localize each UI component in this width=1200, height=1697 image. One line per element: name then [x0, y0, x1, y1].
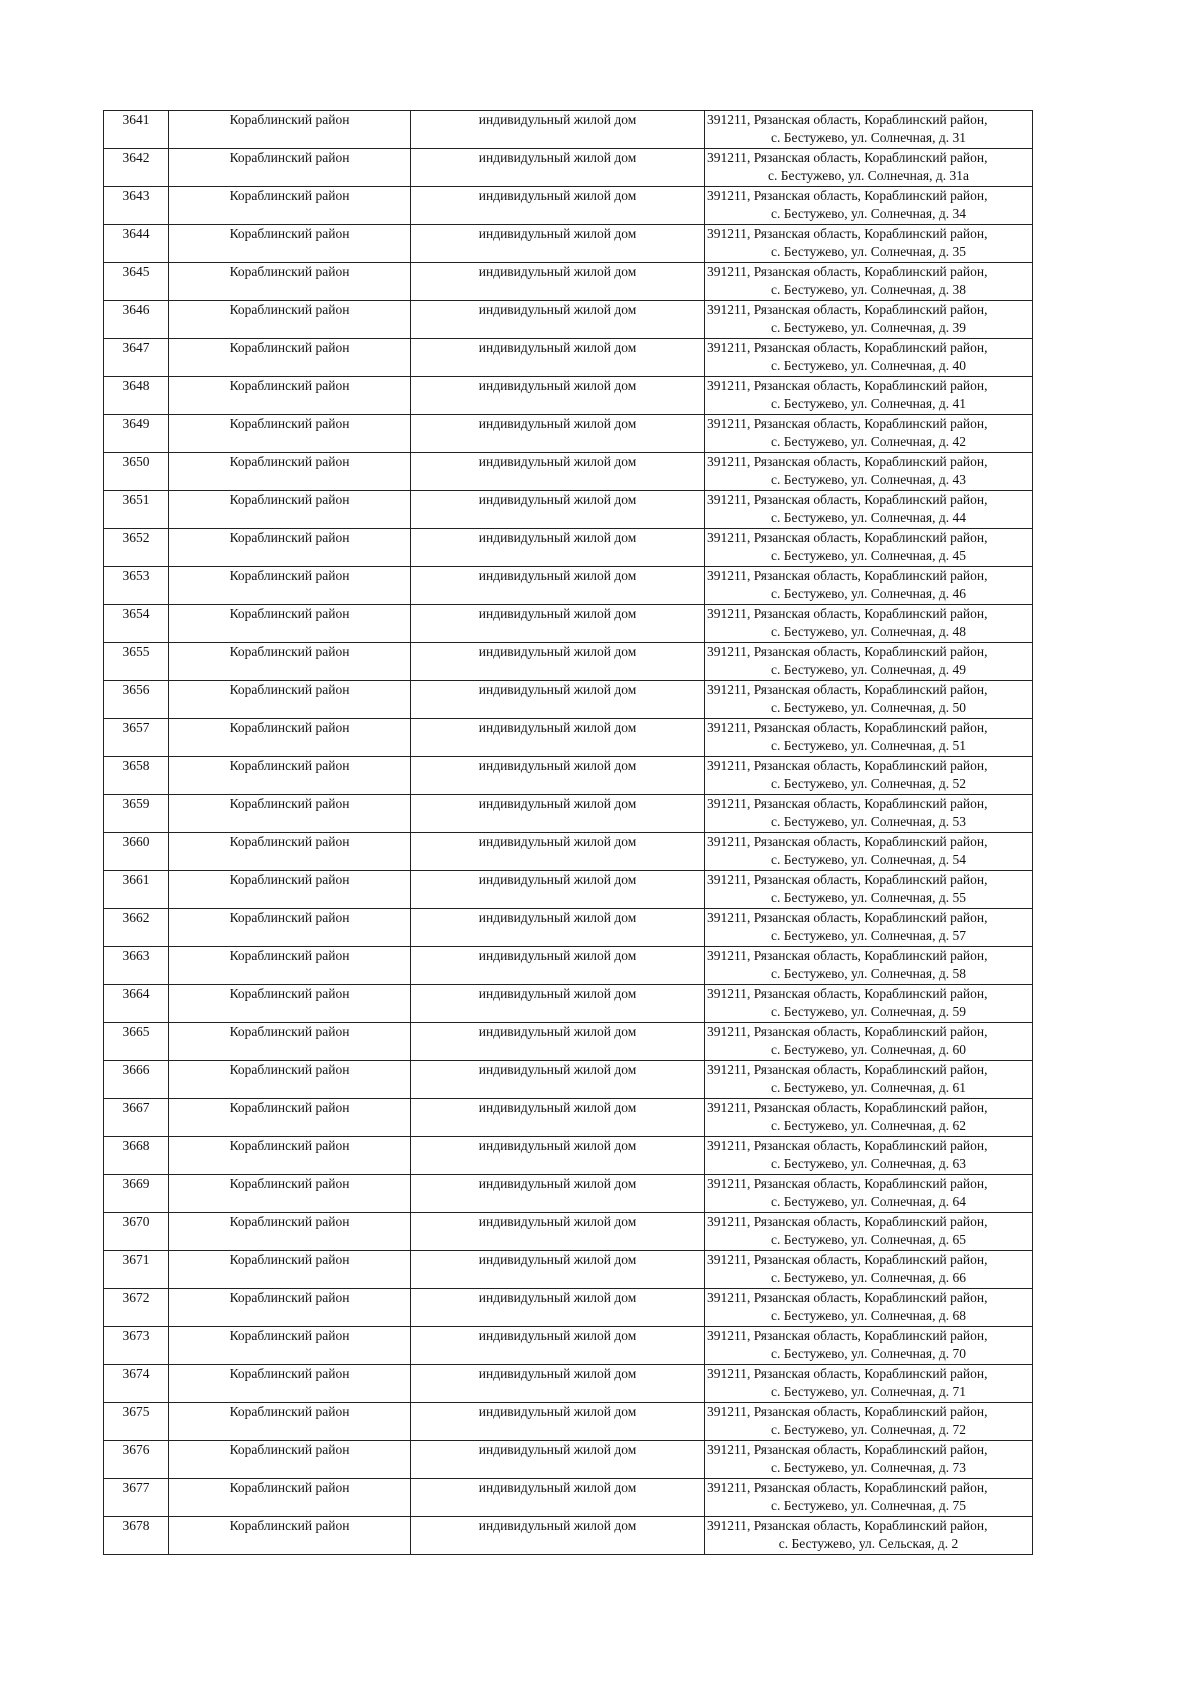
- row-number-cell: 3646: [104, 301, 169, 339]
- address-line-street: с. Бестужево, ул. Солнечная, д. 41: [771, 395, 966, 411]
- address-line-street: с. Бестужево, ул. Солнечная, д. 52: [771, 775, 966, 791]
- address-line-region: 391211, Рязанская область, Кораблинский район,: [707, 948, 988, 963]
- district-cell: Кораблинский район: [169, 529, 411, 567]
- address-line-region: 391211, Рязанская область, Кораблинский район,: [707, 1138, 988, 1153]
- address-line-region: 391211, Рязанская область, Кораблинский район,: [707, 188, 988, 203]
- building-type-cell: индивидульный жилой дом: [411, 187, 705, 225]
- table-row: [104, 263, 1033, 301]
- address-line-region: 391211, Рязанская область, Кораблинский район,: [707, 606, 988, 621]
- district-cell: Кораблинский район: [169, 871, 411, 909]
- address-cell: [705, 1061, 1033, 1099]
- table-row: [104, 415, 1033, 453]
- address-line-region: 391211, Рязанская область, Кораблинский район,: [707, 1404, 988, 1419]
- district-cell: Кораблинский район: [169, 301, 411, 339]
- address-line-region: 391211, Рязанская область, Кораблинский район,: [707, 1252, 988, 1267]
- table-row: [104, 453, 1033, 491]
- table-row: [104, 529, 1033, 567]
- address-cell: [705, 415, 1033, 453]
- row-number-cell: 3669: [104, 1175, 169, 1213]
- table-row: [104, 1213, 1033, 1251]
- address-cell: [705, 1327, 1033, 1365]
- address-line-street: с. Бестужево, ул. Солнечная, д. 58: [771, 965, 966, 981]
- building-type-cell: индивидульный жилой дом: [411, 947, 705, 985]
- district-cell: Кораблинский район: [169, 1137, 411, 1175]
- address-cell: [705, 491, 1033, 529]
- address-line-region: 391211, Рязанская область, Кораблинский район,: [707, 1062, 988, 1077]
- address-line-street: с. Бестужево, ул. Солнечная, д. 48: [771, 623, 966, 639]
- district-cell: Кораблинский район: [169, 605, 411, 643]
- address-line-region: 391211, Рязанская область, Кораблинский район,: [707, 1518, 988, 1533]
- address-line-street: с. Бестужево, ул. Солнечная, д. 42: [771, 433, 966, 449]
- address-cell: [705, 1289, 1033, 1327]
- address-line-street: с. Бестужево, ул. Солнечная, д. 65: [771, 1231, 966, 1247]
- address-cell: [705, 795, 1033, 833]
- district-cell: Кораблинский район: [169, 1099, 411, 1137]
- address-line-region: 391211, Рязанская область, Кораблинский район,: [707, 796, 988, 811]
- address-line-street: с. Бестужево, ул. Солнечная, д. 55: [771, 889, 966, 905]
- row-number-cell: 3654: [104, 605, 169, 643]
- district-cell: Кораблинский район: [169, 415, 411, 453]
- address-line-region: 391211, Рязанская область, Кораблинский район,: [707, 1100, 988, 1115]
- district-cell: Кораблинский район: [169, 719, 411, 757]
- address-line-street: с. Бестужево, ул. Солнечная, д. 64: [771, 1193, 966, 1209]
- building-type-cell: индивидульный жилой дом: [411, 871, 705, 909]
- row-number-cell: 3671: [104, 1251, 169, 1289]
- address-line-street: с. Бестужево, ул. Солнечная, д. 38: [771, 281, 966, 297]
- district-cell: Кораблинский район: [169, 833, 411, 871]
- table-row: [104, 871, 1033, 909]
- address-line-region: 391211, Рязанская область, Кораблинский район,: [707, 112, 988, 127]
- address-line-region: 391211, Рязанская область, Кораблинский район,: [707, 530, 988, 545]
- district-cell: Кораблинский район: [169, 1061, 411, 1099]
- address-line-street: с. Бестужево, ул. Солнечная, д. 68: [771, 1307, 966, 1323]
- address-cell: [705, 1479, 1033, 1517]
- table-row: [104, 909, 1033, 947]
- table-row: [104, 187, 1033, 225]
- address-line-street: с. Бестужево, ул. Сельская, д. 2: [778, 1535, 959, 1551]
- address-line-region: 391211, Рязанская область, Кораблинский район,: [707, 758, 988, 773]
- row-number-cell: 3662: [104, 909, 169, 947]
- district-cell: Кораблинский район: [169, 757, 411, 795]
- building-type-cell: индивидульный жилой дом: [411, 1251, 705, 1289]
- table-row: [104, 719, 1033, 757]
- district-cell: Кораблинский район: [169, 795, 411, 833]
- address-line-region: 391211, Рязанская область, Кораблинский район,: [707, 1480, 988, 1495]
- building-type-cell: индивидульный жилой дом: [411, 263, 705, 301]
- address-cell: [705, 947, 1033, 985]
- address-line-street: с. Бестужево, ул. Солнечная, д. 75: [771, 1497, 966, 1513]
- address-cell: [705, 1441, 1033, 1479]
- address-cell: [705, 681, 1033, 719]
- address-line-region: 391211, Рязанская область, Кораблинский район,: [707, 1214, 988, 1229]
- district-cell: Кораблинский район: [169, 567, 411, 605]
- row-number-cell: 3658: [104, 757, 169, 795]
- row-number-cell: 3649: [104, 415, 169, 453]
- table-row: [104, 947, 1033, 985]
- address-cell: [705, 187, 1033, 225]
- address-line-street: с. Бестужево, ул. Солнечная, д. 49: [771, 661, 966, 677]
- address-cell: [705, 605, 1033, 643]
- district-cell: Кораблинский район: [169, 187, 411, 225]
- district-cell: Кораблинский район: [169, 339, 411, 377]
- building-type-cell: индивидульный жилой дом: [411, 643, 705, 681]
- address-line-region: 391211, Рязанская область, Кораблинский район,: [707, 1442, 988, 1457]
- row-number-cell: 3641: [104, 111, 169, 149]
- address-cell: [705, 1099, 1033, 1137]
- district-cell: Кораблинский район: [169, 643, 411, 681]
- address-cell: [705, 833, 1033, 871]
- address-cell: [705, 1251, 1033, 1289]
- building-type-cell: индивидульный жилой дом: [411, 1175, 705, 1213]
- district-cell: Кораблинский район: [169, 1251, 411, 1289]
- row-number-cell: 3665: [104, 1023, 169, 1061]
- building-type-cell: индивидульный жилой дом: [411, 985, 705, 1023]
- table-row: [104, 377, 1033, 415]
- table-row: [104, 1441, 1033, 1479]
- district-cell: Кораблинский район: [169, 1175, 411, 1213]
- row-number-cell: 3659: [104, 795, 169, 833]
- address-line-street: с. Бестужево, ул. Солнечная, д. 54: [771, 851, 966, 867]
- building-type-cell: индивидульный жилой дом: [411, 529, 705, 567]
- address-cell: [705, 643, 1033, 681]
- district-cell: Кораблинский район: [169, 491, 411, 529]
- address-line-region: 391211, Рязанская область, Кораблинский район,: [707, 1290, 988, 1305]
- row-number-cell: 3672: [104, 1289, 169, 1327]
- table-row: [104, 225, 1033, 263]
- address-cell: [705, 567, 1033, 605]
- address-cell: [705, 1213, 1033, 1251]
- address-line-region: 391211, Рязанская область, Кораблинский район,: [707, 492, 988, 507]
- address-line-region: 391211, Рязанская область, Кораблинский район,: [707, 454, 988, 469]
- address-cell: [705, 909, 1033, 947]
- district-cell: Кораблинский район: [169, 377, 411, 415]
- housing-registry-table: [103, 110, 1033, 1555]
- address-cell: [705, 377, 1033, 415]
- address-line-street: с. Бестужево, ул. Солнечная, д. 31а: [768, 167, 969, 183]
- building-type-cell: индивидульный жилой дом: [411, 111, 705, 149]
- row-number-cell: 3645: [104, 263, 169, 301]
- table-row: [104, 1061, 1033, 1099]
- district-cell: Кораблинский район: [169, 1327, 411, 1365]
- district-cell: Кораблинский район: [169, 1365, 411, 1403]
- table-row: [104, 1365, 1033, 1403]
- district-cell: Кораблинский район: [169, 225, 411, 263]
- building-type-cell: индивидульный жилой дом: [411, 415, 705, 453]
- address-line-region: 391211, Рязанская область, Кораблинский район,: [707, 834, 988, 849]
- table-row: [104, 1023, 1033, 1061]
- address-line-street: с. Бестужево, ул. Солнечная, д. 66: [771, 1269, 966, 1285]
- address-cell: [705, 1403, 1033, 1441]
- address-cell: [705, 225, 1033, 263]
- row-number-cell: 3676: [104, 1441, 169, 1479]
- row-number-cell: 3674: [104, 1365, 169, 1403]
- address-line-street: с. Бестужево, ул. Солнечная, д. 35: [771, 243, 966, 259]
- row-number-cell: 3643: [104, 187, 169, 225]
- row-number-cell: 3675: [104, 1403, 169, 1441]
- address-line-region: 391211, Рязанская область, Кораблинский район,: [707, 682, 988, 697]
- building-type-cell: индивидульный жилой дом: [411, 1517, 705, 1555]
- address-line-region: 391211, Рязанская область, Кораблинский район,: [707, 1024, 988, 1039]
- building-type-cell: индивидульный жилой дом: [411, 453, 705, 491]
- address-line-street: с. Бестужево, ул. Солнечная, д. 39: [771, 319, 966, 335]
- district-cell: Кораблинский район: [169, 985, 411, 1023]
- address-cell: [705, 1365, 1033, 1403]
- building-type-cell: индивидульный жилой дом: [411, 1099, 705, 1137]
- row-number-cell: 3655: [104, 643, 169, 681]
- address-line-street: с. Бестужево, ул. Солнечная, д. 62: [771, 1117, 966, 1133]
- row-number-cell: 3652: [104, 529, 169, 567]
- address-line-region: 391211, Рязанская область, Кораблинский район,: [707, 986, 988, 1001]
- address-line-street: с. Бестужево, ул. Солнечная, д. 73: [771, 1459, 966, 1475]
- row-number-cell: 3647: [104, 339, 169, 377]
- address-cell: [705, 1023, 1033, 1061]
- table-row: [104, 681, 1033, 719]
- row-number-cell: 3644: [104, 225, 169, 263]
- address-line-region: 391211, Рязанская область, Кораблинский район,: [707, 340, 988, 355]
- address-cell: [705, 985, 1033, 1023]
- address-line-region: 391211, Рязанская область, Кораблинский район,: [707, 1328, 988, 1343]
- building-type-cell: индивидульный жилой дом: [411, 1289, 705, 1327]
- row-number-cell: 3656: [104, 681, 169, 719]
- address-line-street: с. Бестужево, ул. Солнечная, д. 71: [771, 1383, 966, 1399]
- table-row: [104, 567, 1033, 605]
- district-cell: Кораблинский район: [169, 149, 411, 187]
- building-type-cell: индивидульный жилой дом: [411, 681, 705, 719]
- row-number-cell: 3653: [104, 567, 169, 605]
- address-cell: [705, 757, 1033, 795]
- address-cell: [705, 529, 1033, 567]
- building-type-cell: индивидульный жилой дом: [411, 605, 705, 643]
- table-row: [104, 1479, 1033, 1517]
- district-cell: Кораблинский район: [169, 453, 411, 491]
- table-row: [104, 757, 1033, 795]
- address-line-street: с. Бестужево, ул. Солнечная, д. 46: [771, 585, 966, 601]
- row-number-cell: 3673: [104, 1327, 169, 1365]
- address-cell: [705, 1137, 1033, 1175]
- row-number-cell: 3670: [104, 1213, 169, 1251]
- row-number-cell: 3661: [104, 871, 169, 909]
- address-line-region: 391211, Рязанская область, Кораблинский район,: [707, 1176, 988, 1191]
- table-row: [104, 1099, 1033, 1137]
- address-line-street: с. Бестужево, ул. Солнечная, д. 31: [771, 129, 966, 145]
- district-cell: Кораблинский район: [169, 1023, 411, 1061]
- address-line-street: с. Бестужево, ул. Солнечная, д. 34: [771, 205, 966, 221]
- row-number-cell: 3642: [104, 149, 169, 187]
- district-cell: Кораблинский район: [169, 111, 411, 149]
- district-cell: Кораблинский район: [169, 681, 411, 719]
- table-row: [104, 605, 1033, 643]
- row-number-cell: 3648: [104, 377, 169, 415]
- address-line-region: 391211, Рязанская область, Кораблинский район,: [707, 302, 988, 317]
- address-cell: [705, 453, 1033, 491]
- row-number-cell: 3666: [104, 1061, 169, 1099]
- address-line-region: 391211, Рязанская область, Кораблинский район,: [707, 150, 988, 165]
- row-number-cell: 3677: [104, 1479, 169, 1517]
- address-line-region: 391211, Рязанская область, Кораблинский район,: [707, 378, 988, 393]
- table-row: [104, 1327, 1033, 1365]
- district-cell: Кораблинский район: [169, 909, 411, 947]
- district-cell: Кораблинский район: [169, 263, 411, 301]
- address-line-street: с. Бестужево, ул. Солнечная, д. 70: [771, 1345, 966, 1361]
- address-cell: [705, 263, 1033, 301]
- table-row: [104, 1403, 1033, 1441]
- table-row: [104, 339, 1033, 377]
- district-cell: Кораблинский район: [169, 947, 411, 985]
- table-row: [104, 301, 1033, 339]
- address-cell: [705, 871, 1033, 909]
- address-line-region: 391211, Рязанская область, Кораблинский район,: [707, 910, 988, 925]
- table-body: [104, 111, 1033, 1555]
- address-line-street: с. Бестужево, ул. Солнечная, д. 59: [771, 1003, 966, 1019]
- address-cell: [705, 719, 1033, 757]
- address-line-street: с. Бестужево, ул. Солнечная, д. 44: [771, 509, 966, 525]
- address-line-street: с. Бестужево, ул. Солнечная, д. 45: [771, 547, 966, 563]
- building-type-cell: индивидульный жилой дом: [411, 225, 705, 263]
- address-cell: [705, 149, 1033, 187]
- building-type-cell: индивидульный жилой дом: [411, 567, 705, 605]
- row-number-cell: 3668: [104, 1137, 169, 1175]
- district-cell: Кораблинский район: [169, 1517, 411, 1555]
- building-type-cell: индивидульный жилой дом: [411, 833, 705, 871]
- address-line-street: с. Бестужево, ул. Солнечная, д. 51: [771, 737, 966, 753]
- building-type-cell: индивидульный жилой дом: [411, 377, 705, 415]
- building-type-cell: индивидульный жилой дом: [411, 1061, 705, 1099]
- address-line-region: 391211, Рязанская область, Кораблинский район,: [707, 568, 988, 583]
- address-cell: [705, 339, 1033, 377]
- row-number-cell: 3663: [104, 947, 169, 985]
- address-line-street: с. Бестужево, ул. Солнечная, д. 57: [771, 927, 966, 943]
- address-line-street: с. Бестужево, ул. Солнечная, д. 53: [771, 813, 966, 829]
- building-type-cell: индивидульный жилой дом: [411, 1213, 705, 1251]
- district-cell: Кораблинский район: [169, 1479, 411, 1517]
- address-line-region: 391211, Рязанская область, Кораблинский район,: [707, 264, 988, 279]
- address-line-street: с. Бестужево, ул. Солнечная, д. 43: [771, 471, 966, 487]
- table-row: [104, 1137, 1033, 1175]
- building-type-cell: индивидульный жилой дом: [411, 909, 705, 947]
- building-type-cell: индивидульный жилой дом: [411, 719, 705, 757]
- row-number-cell: 3678: [104, 1517, 169, 1555]
- address-line-street: с. Бестужево, ул. Солнечная, д. 60: [771, 1041, 966, 1057]
- address-line-region: 391211, Рязанская область, Кораблинский район,: [707, 872, 988, 887]
- row-number-cell: 3657: [104, 719, 169, 757]
- address-line-region: 391211, Рязанская область, Кораблинский район,: [707, 226, 988, 241]
- address-line-street: с. Бестужево, ул. Солнечная, д. 50: [771, 699, 966, 715]
- table-row: [104, 1289, 1033, 1327]
- table-row: [104, 149, 1033, 187]
- building-type-cell: индивидульный жилой дом: [411, 1365, 705, 1403]
- building-type-cell: индивидульный жилой дом: [411, 1023, 705, 1061]
- building-type-cell: индивидульный жилой дом: [411, 1137, 705, 1175]
- building-type-cell: индивидульный жилой дом: [411, 1441, 705, 1479]
- address-line-street: с. Бестужево, ул. Солнечная, д. 40: [771, 357, 966, 373]
- building-type-cell: индивидульный жилой дом: [411, 491, 705, 529]
- district-cell: Кораблинский район: [169, 1441, 411, 1479]
- table-row: [104, 1175, 1033, 1213]
- district-cell: Кораблинский район: [169, 1213, 411, 1251]
- building-type-cell: индивидульный жилой дом: [411, 301, 705, 339]
- address-line-street: с. Бестужево, ул. Солнечная, д. 61: [771, 1079, 966, 1095]
- address-line-street: с. Бестужево, ул. Солнечная, д. 72: [771, 1421, 966, 1437]
- address-cell: [705, 1517, 1033, 1555]
- table-row: [104, 833, 1033, 871]
- table-row: [104, 643, 1033, 681]
- row-number-cell: 3664: [104, 985, 169, 1023]
- table-row: [104, 795, 1033, 833]
- row-number-cell: 3660: [104, 833, 169, 871]
- table-row: [104, 985, 1033, 1023]
- building-type-cell: индивидульный жилой дом: [411, 1479, 705, 1517]
- address-line-region: 391211, Рязанская область, Кораблинский район,: [707, 1366, 988, 1381]
- address-cell: [705, 1175, 1033, 1213]
- table-row: [104, 1517, 1033, 1555]
- address-cell: [705, 301, 1033, 339]
- district-cell: Кораблинский район: [169, 1403, 411, 1441]
- document-page: [103, 110, 1032, 1555]
- row-number-cell: 3650: [104, 453, 169, 491]
- table-row: [104, 1251, 1033, 1289]
- address-cell: [705, 111, 1033, 149]
- table-row: [104, 491, 1033, 529]
- address-line-region: 391211, Рязанская область, Кораблинский район,: [707, 416, 988, 431]
- table-row: [104, 111, 1033, 149]
- address-line-region: 391211, Рязанская область, Кораблинский район,: [707, 644, 988, 659]
- address-line-street: с. Бестужево, ул. Солнечная, д. 63: [771, 1155, 966, 1171]
- district-cell: Кораблинский район: [169, 1289, 411, 1327]
- building-type-cell: индивидульный жилой дом: [411, 1327, 705, 1365]
- row-number-cell: 3667: [104, 1099, 169, 1137]
- building-type-cell: индивидульный жилой дом: [411, 757, 705, 795]
- row-number-cell: 3651: [104, 491, 169, 529]
- building-type-cell: индивидульный жилой дом: [411, 1403, 705, 1441]
- building-type-cell: индивидульный жилой дом: [411, 795, 705, 833]
- address-line-region: 391211, Рязанская область, Кораблинский район,: [707, 720, 988, 735]
- building-type-cell: индивидульный жилой дом: [411, 149, 705, 187]
- building-type-cell: индивидульный жилой дом: [411, 339, 705, 377]
